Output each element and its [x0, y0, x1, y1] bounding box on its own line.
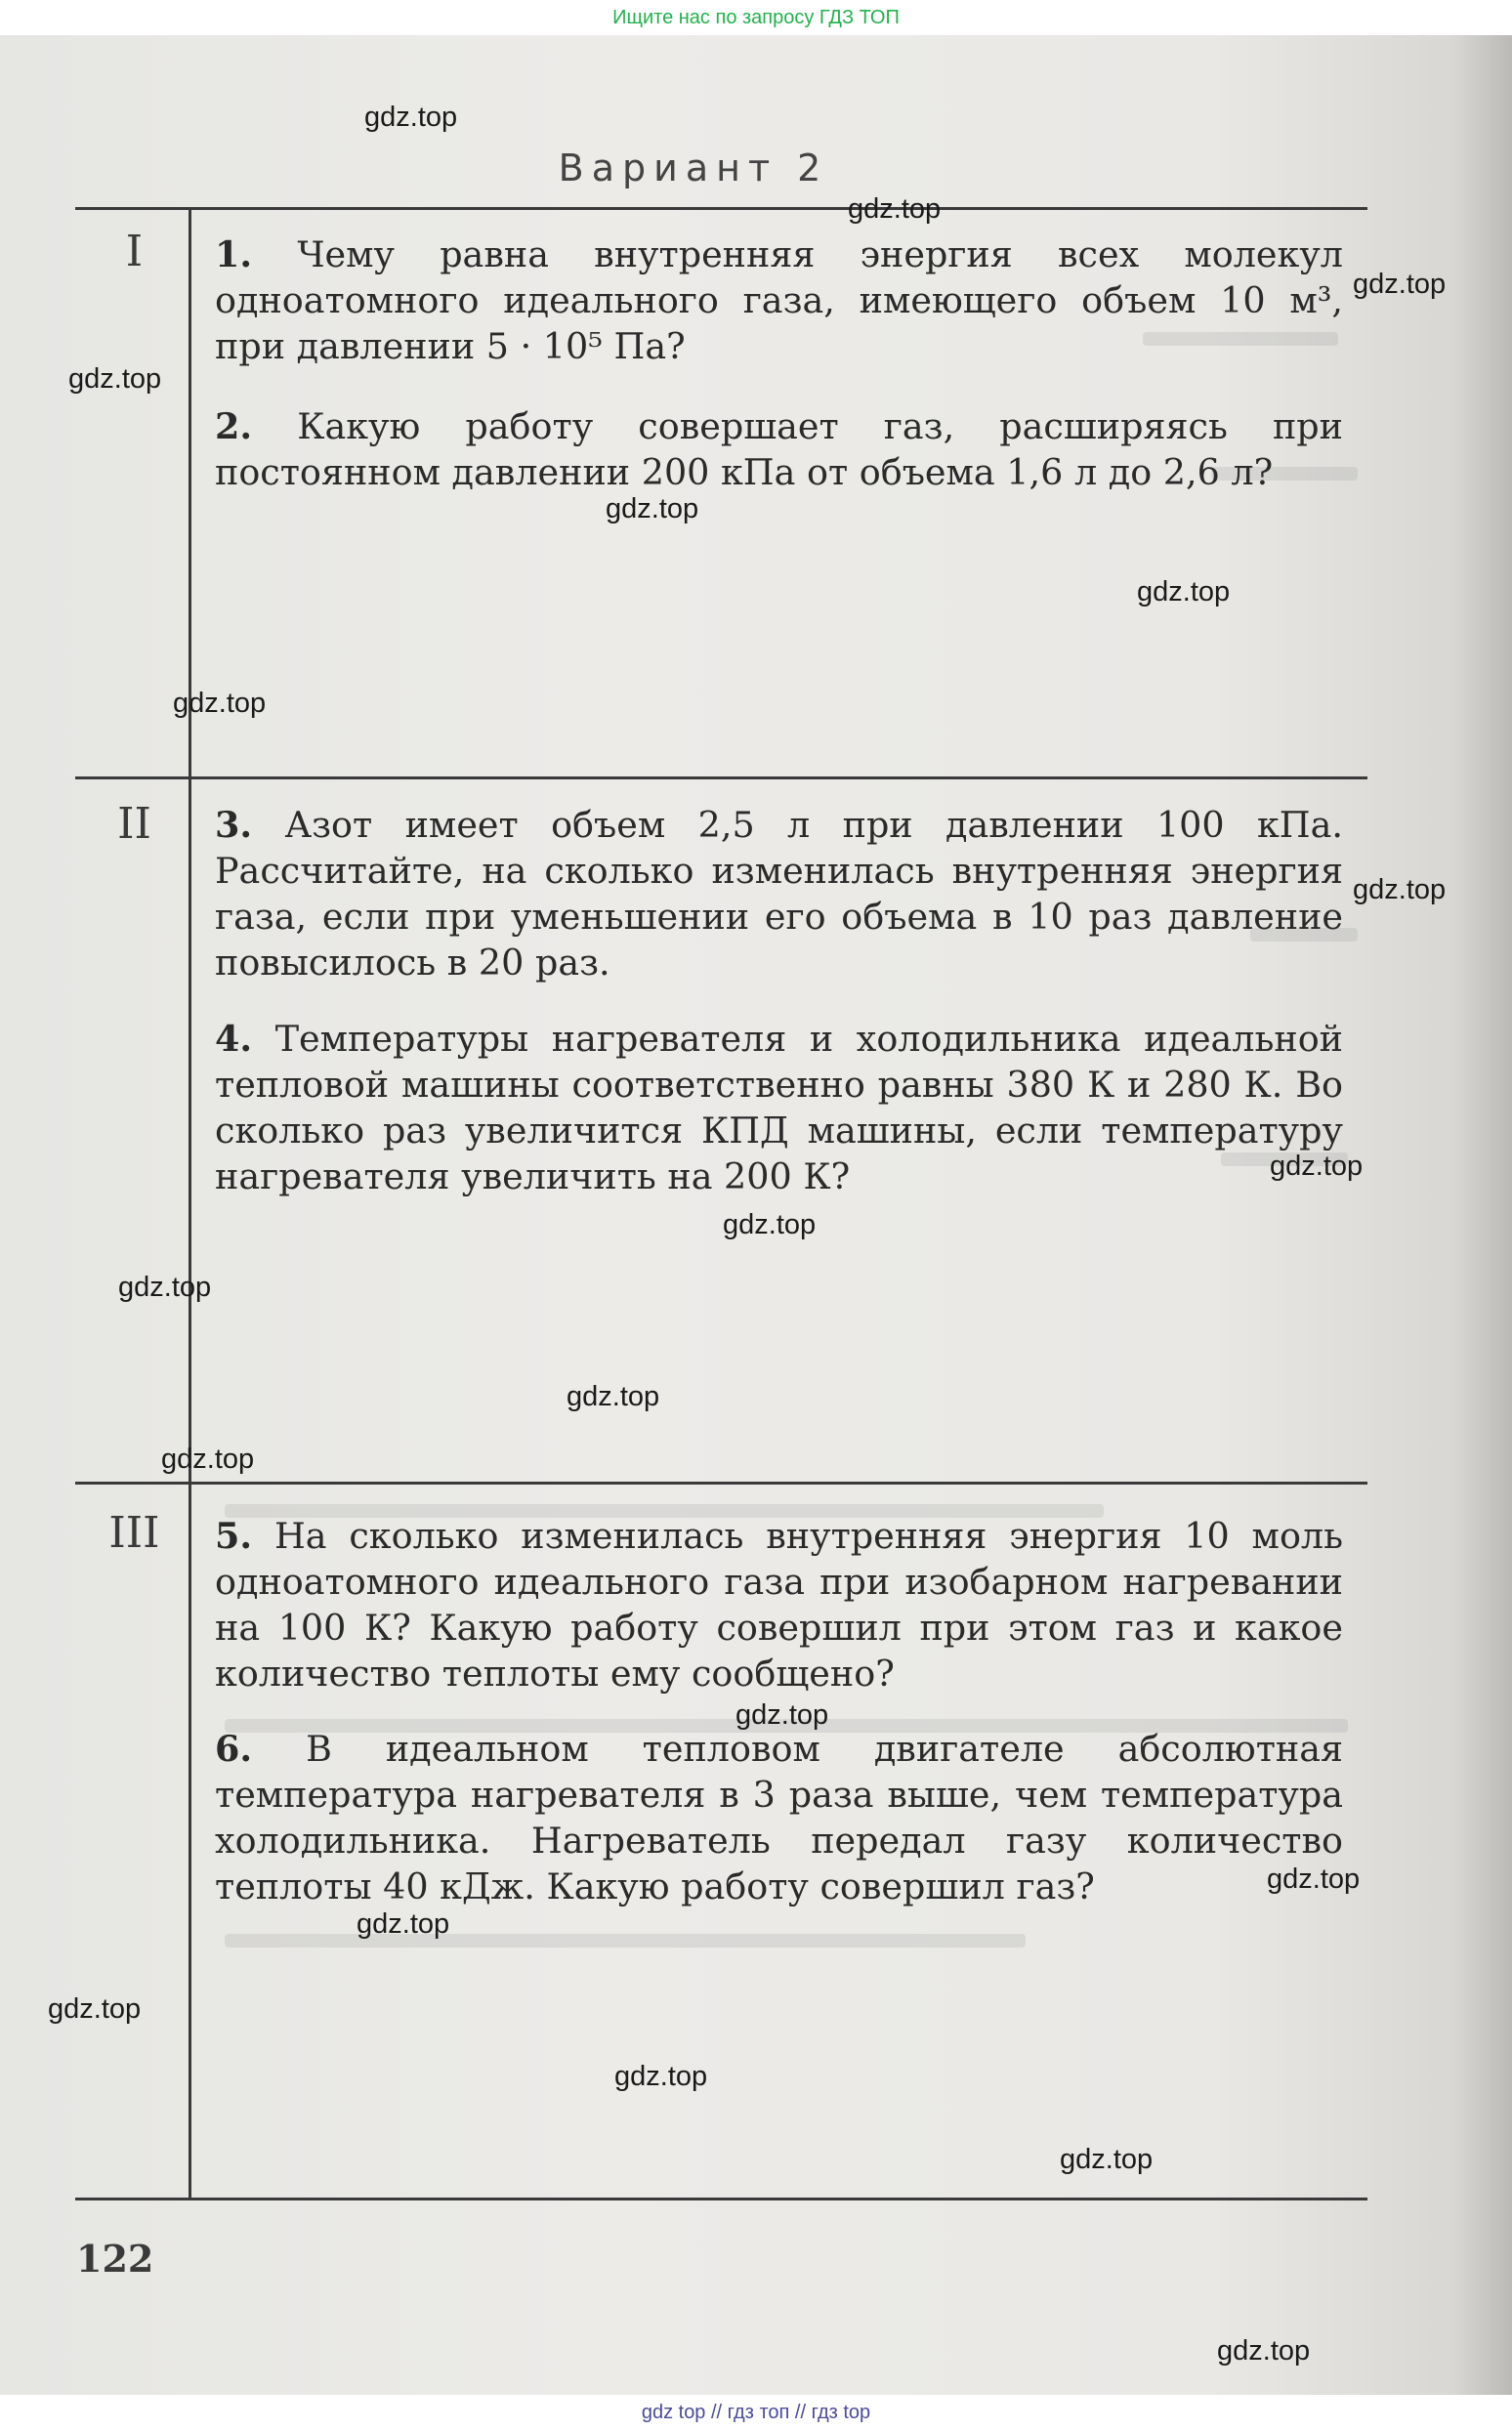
level-label-2: II [117, 799, 151, 849]
divider-level-3 [75, 1482, 1367, 1485]
watermark: gdz.top [118, 1272, 212, 1303]
watermark: gdz.top [1353, 874, 1447, 905]
watermark: gdz.top [1060, 2144, 1154, 2175]
watermark: gdz.top [1270, 1151, 1364, 1182]
top-search-banner[interactable]: Ищите нас по запросу ГДЗ ТОП [0, 0, 1512, 35]
task-number: 1. [215, 233, 253, 275]
task-number: 6. [215, 1728, 253, 1770]
task-2 [215, 403, 1343, 495]
watermark: gdz.top [1267, 1864, 1361, 1895]
task-text: Чему равна внутренняя энергия всех молекул одноатомного идеального газа, имеющего объем 10 м³, при давлении 5 · 10⁵ Па? [215, 233, 1343, 367]
task-number: 2. [215, 405, 253, 447]
task-5 [215, 1513, 1343, 1697]
watermark: gdz.top [1353, 269, 1447, 300]
divider-top [75, 207, 1367, 210]
task-number: 4. [215, 1018, 253, 1060]
task-number: 3. [215, 804, 253, 846]
watermark: gdz.top [161, 1444, 255, 1475]
level-column-divider [189, 207, 191, 2200]
watermark: gdz.top [567, 1381, 660, 1412]
watermark: gdz.top [173, 688, 267, 719]
page-number: 122 [76, 2237, 154, 2281]
task-text: На сколько изменилась внутренняя энергия 10 моль одноатомного идеального газа при изобарном нагревании на 100 К? Какую работу совершил при этом газ и какое количество теплоты ему сообщено? [215, 1515, 1343, 1695]
watermark: gdz.top [614, 2061, 708, 2092]
task-1 [215, 231, 1343, 369]
divider-level-2 [75, 776, 1367, 779]
divider-bottom [75, 2198, 1367, 2200]
level-label-3: III [108, 1508, 160, 1558]
watermark: gdz.top [848, 193, 942, 225]
task-number: 5. [215, 1515, 253, 1557]
watermark: gdz.top [1137, 576, 1231, 608]
task-6 [215, 1726, 1343, 1909]
watermark: gdz.top [48, 1993, 142, 2025]
task-text: Какую работу совершает газ, расширяясь при постоянном давлении 200 кПа от объема 1,6 л до 2,6 л? [215, 405, 1343, 493]
watermark: gdz.top [606, 493, 699, 524]
task-text: Температуры нагревателя и холодильника идеальной тепловой машины соответственно равны 380 К и 280 К. Во сколько раз увеличится КПД машины, если температуру нагревателя увеличить на 200 К? [215, 1018, 1343, 1197]
task-text: В идеальном тепловом двигателе абсолютная температура нагревателя в 3 раза выше, чем температура холодильника. Нагреватель передал газу количество теплоты 40 кДж. Какую работу совершил газ? [215, 1728, 1343, 1907]
page-edge-shadow [1453, 35, 1512, 2395]
watermark: gdz.top [735, 1699, 829, 1731]
task-3 [215, 802, 1343, 985]
watermark: gdz.top [68, 363, 162, 395]
watermark: gdz.top [364, 102, 458, 133]
bleed-through [225, 1934, 1026, 1948]
bottom-links-banner[interactable]: gdz top // гдз топ // гдз top [0, 2395, 1512, 2430]
watermark: gdz.top [1217, 2335, 1311, 2367]
watermark: gdz.top [723, 1209, 817, 1240]
watermark: gdz.top [357, 1908, 450, 1940]
task-4 [215, 1016, 1343, 1199]
variant-title: Вариант 2 [558, 147, 829, 189]
task-text: Азот имеет объем 2,5 л при давлении 100 кПа. Рассчитайте, на сколько изменилась внутренняя энергия газа, если при уменьшении его объема в 10 раз давление повысилось в 20 раз. [215, 804, 1344, 984]
level-label-1: I [125, 227, 144, 276]
